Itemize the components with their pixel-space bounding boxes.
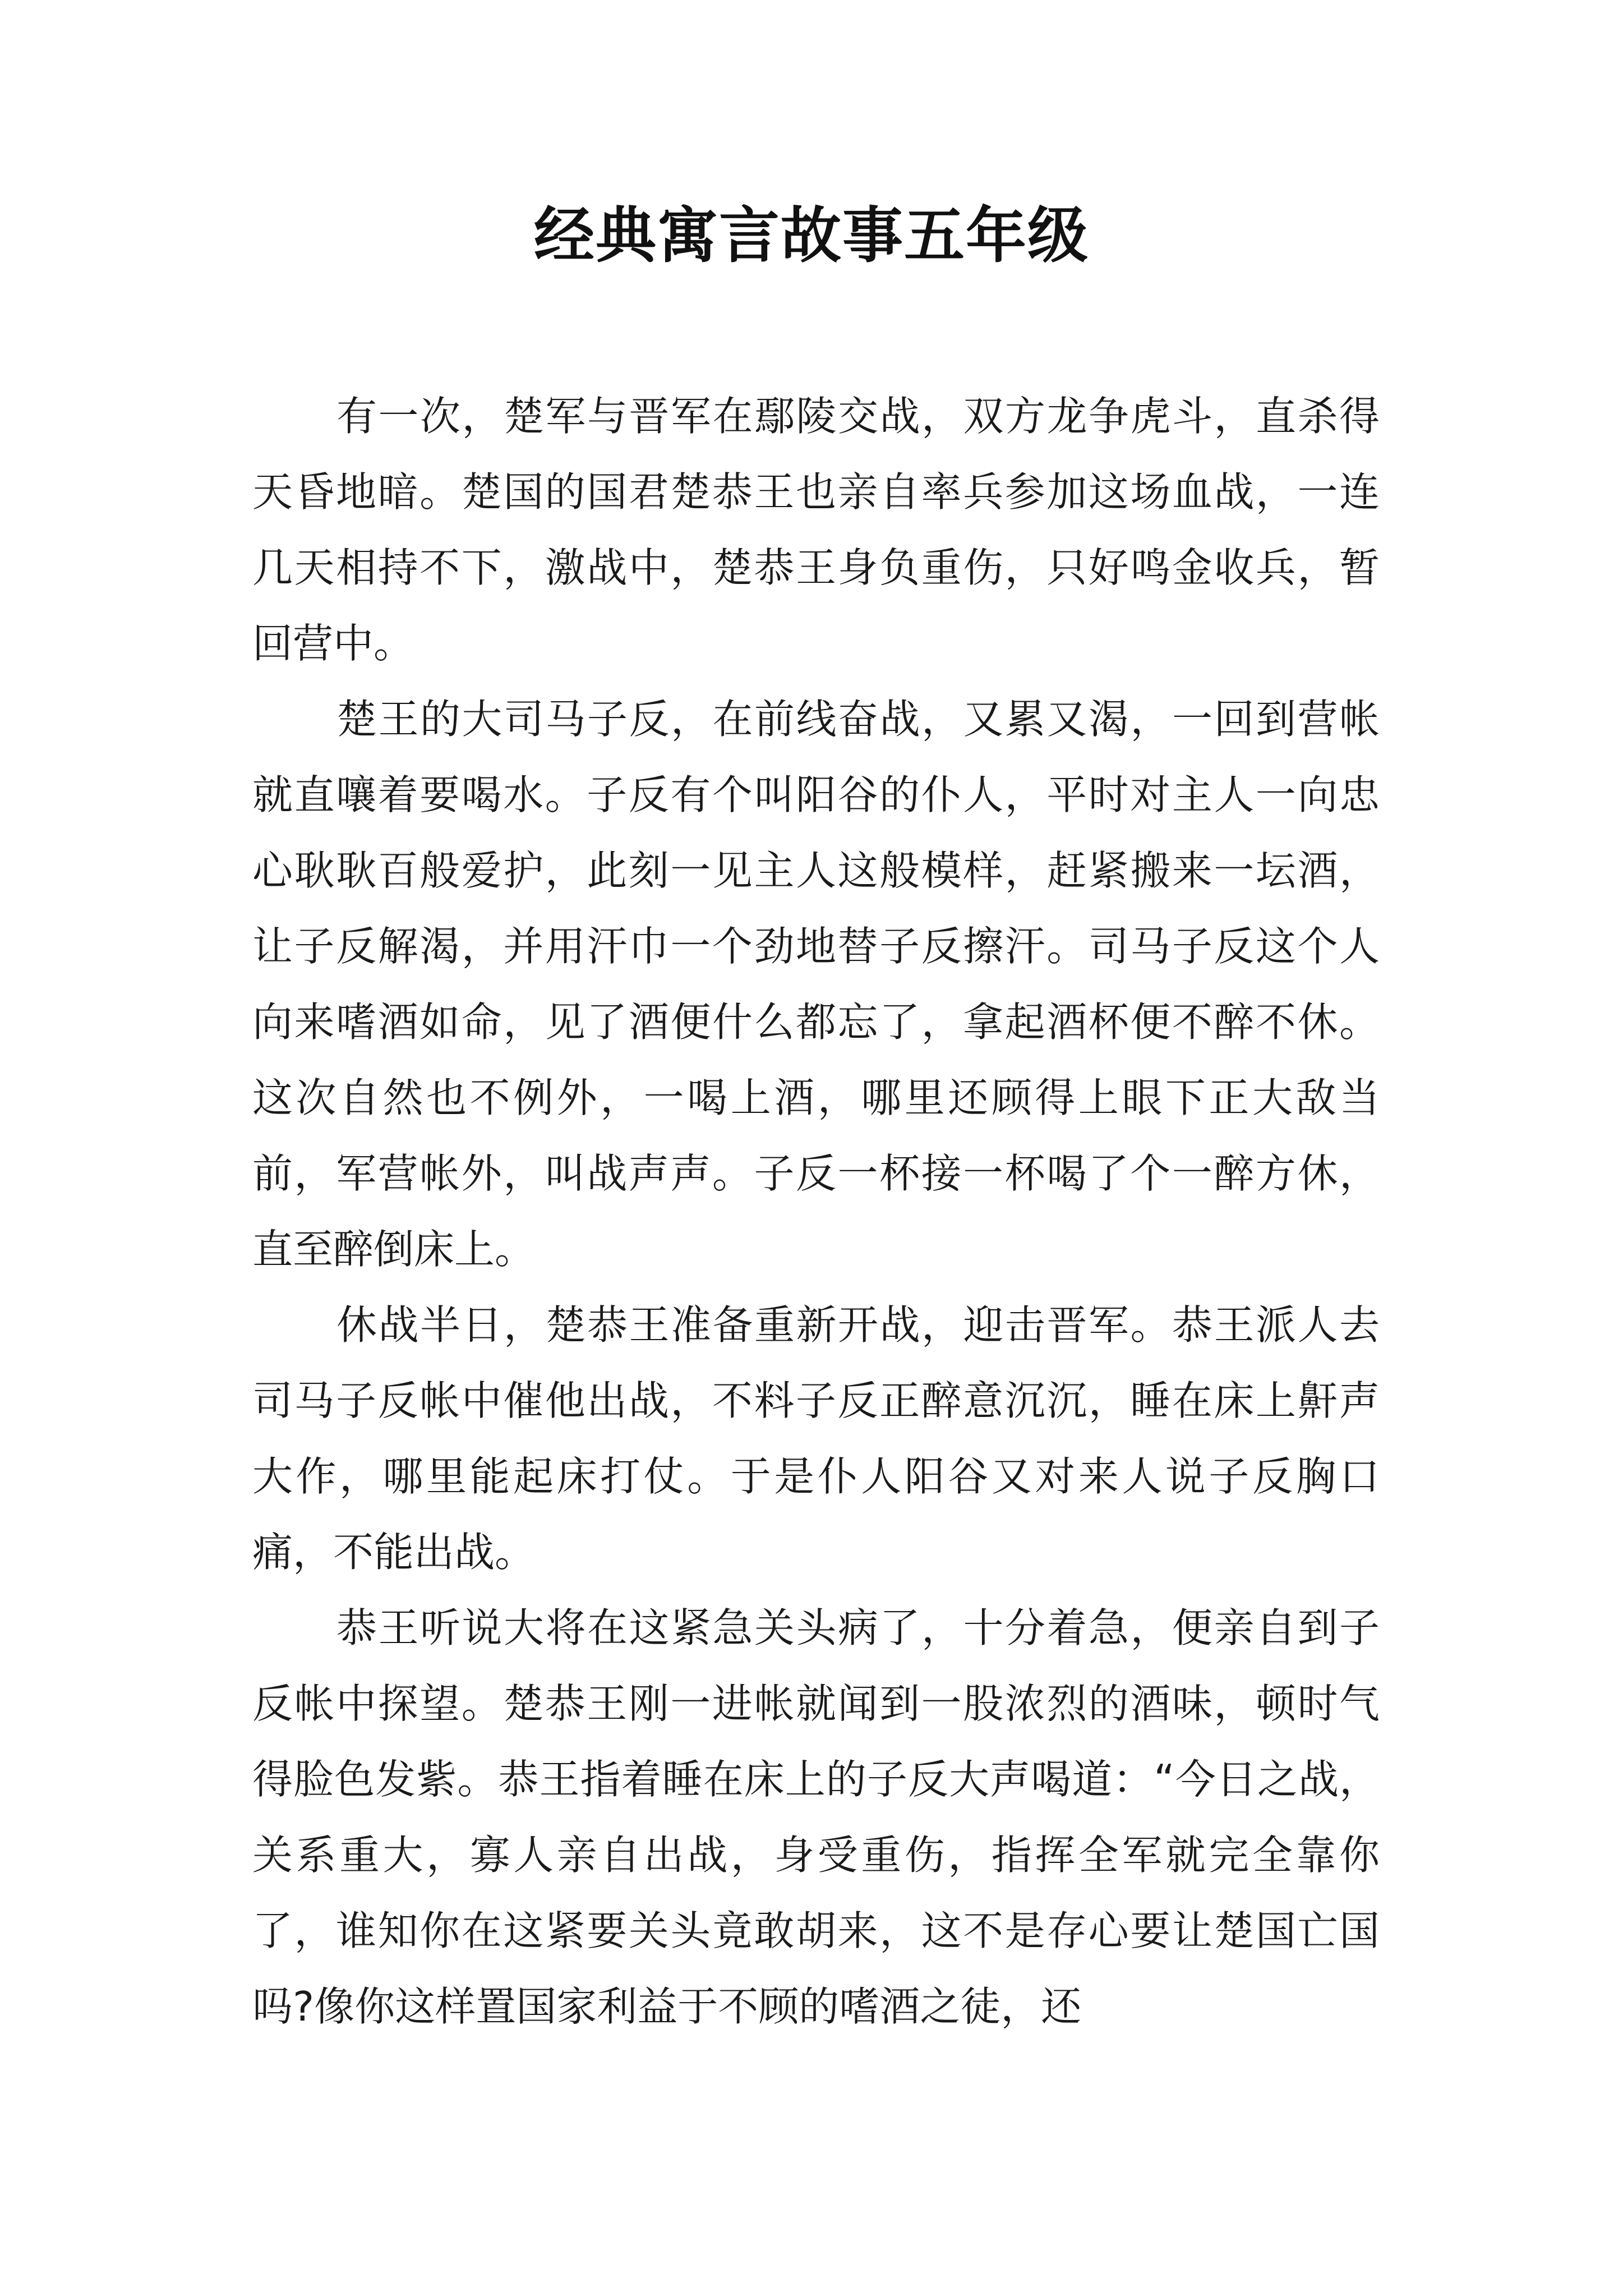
paragraph: 楚王的大司马子反，在前线奋战，又累又渴，一回到营帐就直嚷着要喝水。子反有个叫阳谷的仆人，平时对主人一向忠心耿耿百般爱护，此刻一见主人这般模样，赶紧搬来一坛酒，让子反解渴，并用汗巾一个劲地替子反擦汗。司马子反这个人向来嗜酒如命，见了酒便什么都忘了，拿起酒杯便不醉不休。这次自然也不例外，一喝上酒，哪里还顾得上眼下正大敌当前，军营帐外，叫战声声。子反一杯接一杯喝了个一醉方休，直至醉倒床上。 — [252, 696, 1380, 1273]
paragraph: 恭王听说大将在这紧急关头病了，十分着急，便亲自到子反帐中探望。楚恭王刚一进帐就闻到一股浓烈的酒味，顿时气得脸色发紫。恭王指着睡在床上的子反大声喝道：“今日之战，关系重大，寡人亲自出战，身受重伤，指挥全军就完全靠你了，谁知你在这紧要关头竟敢胡来，这不是存心要让楚国亡国吗?像你这样置国家利益于不顾的嗜酒之徒，还 — [252, 1604, 1380, 2030]
document-body — [252, 379, 1380, 2045]
document-title: 经典寓言故事五年级 — [533, 200, 1089, 271]
paragraph: 有一次，楚军与晋军在鄢陵交战，双方龙争虎斗，直杀得天昏地暗。楚国的国君楚恭王也亲自率兵参加这场血战，一连几天相持不下，激战中，楚恭王身负重伤，只好鸣金收兵，暂回营中。 — [252, 393, 1380, 667]
paragraph: 休战半日，楚恭王准备重新开战，迎击晋军。恭王派人去司马子反帐中催他出战，不料子反正醉意沉沉，睡在床上鼾声大作，哪里能起床打仗。于是仆人阳谷又对来人说子反胸口痛，不能出战。 — [252, 1301, 1380, 1576]
